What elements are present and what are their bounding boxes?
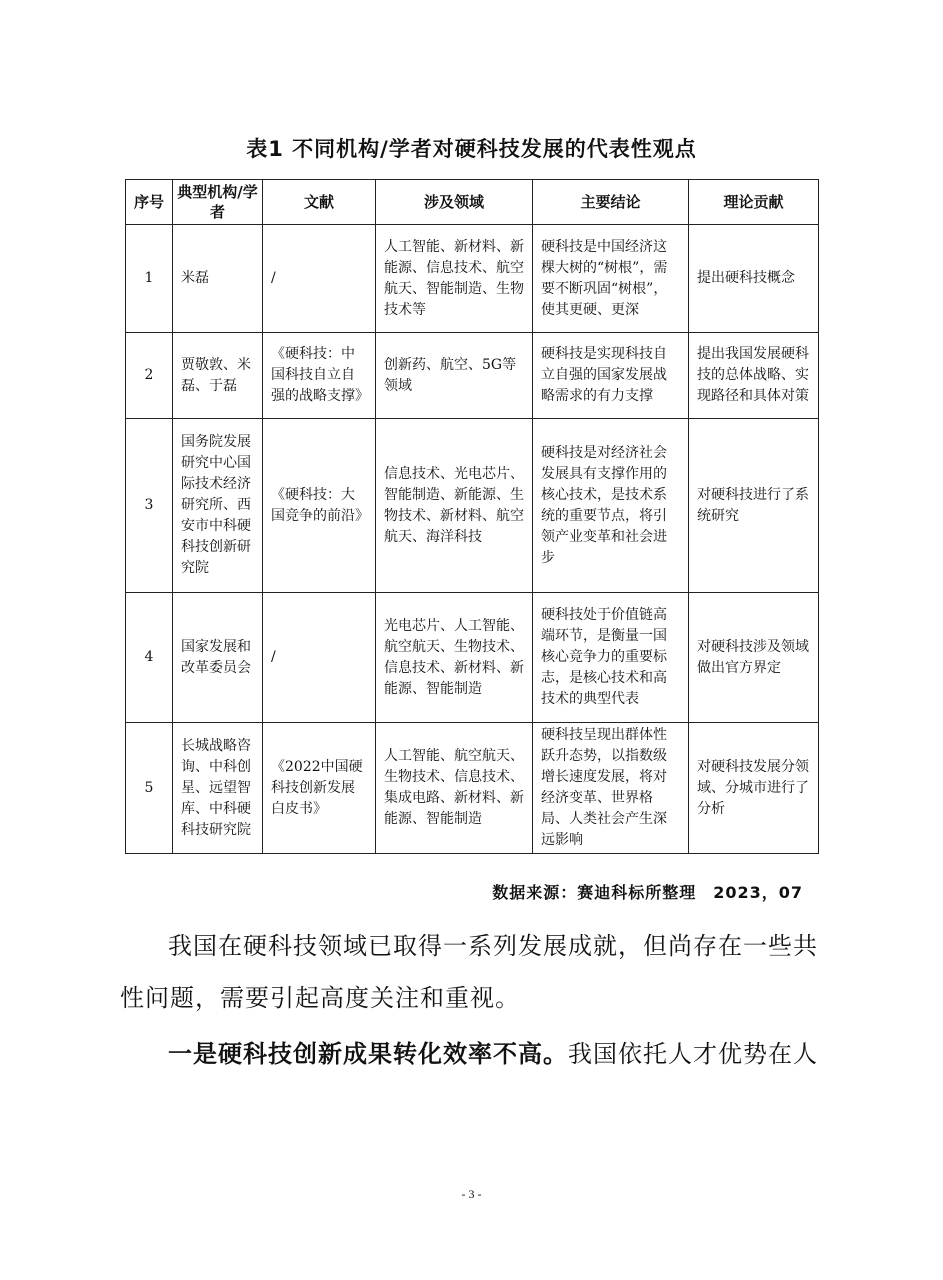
cell-literature: 《硬科技：中国科技自立自强的战略支撑》 (263, 333, 376, 419)
cell-institution: 米磊 (173, 225, 263, 333)
paragraph-lead-sentence: 一是硬科技创新成果转化效率不高。 (168, 1040, 568, 1068)
viewpoints-table (125, 179, 819, 854)
table-header-row (126, 180, 819, 225)
cell-contribution: 对硬科技进行了系统研究 (689, 419, 819, 593)
cell-fields: 人工智能、新材料、新能源、信息技术、航空航天、智能制造、生物技术等 (376, 225, 533, 333)
cell-contribution: 提出我国发展硬科技的总体战略、实现路径和具体对策 (689, 333, 819, 419)
header-literature: 文献 (263, 180, 376, 225)
header-institution: 典型机构/学者 (173, 180, 263, 225)
cell-conclusion: 硬科技是实现科技自立自强的国家发展战略需求的有力支撑 (533, 333, 689, 419)
table-title: 表1 不同机构/学者对硬科技发展的代表性观点 (246, 137, 697, 161)
table-row (126, 723, 819, 854)
cell-no: 3 (126, 419, 173, 593)
paragraph-text: 我国依托人才优势在人 (568, 1040, 818, 1068)
cell-conclusion: 硬科技呈现出群体性跃升态势，以指数级增长速度发展，将对经济变革、世界格局、人类社会产生深远影响 (533, 723, 689, 854)
table-row (126, 333, 819, 419)
cell-no: 1 (126, 225, 173, 333)
table-row (126, 419, 819, 593)
cell-no: 2 (126, 333, 173, 419)
cell-conclusion: 硬科技处于价值链高端环节，是衡量一国核心竞争力的重要标志，是核心技术和高技术的典型代表 (533, 593, 689, 723)
cell-no: 5 (126, 723, 173, 854)
cell-literature: / (263, 593, 376, 723)
cell-conclusion: 硬科技是对经济社会发展具有支撑作用的核心技术，是技术系统的重要节点，将引领产业变革和社会进步 (533, 419, 689, 593)
cell-no: 4 (126, 593, 173, 723)
cell-institution: 国家发展和改革委员会 (173, 593, 263, 723)
cell-contribution: 对硬科技涉及领域做出官方界定 (689, 593, 819, 723)
cell-contribution: 提出硬科技概念 (689, 225, 819, 333)
cell-institution: 长城战略咨询、中科创星、远望智库、中科硬科技研究院 (173, 723, 263, 854)
page-number: - 3 - (461, 1187, 482, 1201)
header-conclusion: 主要结论 (533, 180, 689, 225)
header-no: 序号 (126, 180, 173, 225)
table-row (126, 593, 819, 723)
body-paragraph (120, 1028, 830, 1080)
cell-literature: 《硬科技：大国竞争的前沿》 (263, 419, 376, 593)
cell-fields: 信息技术、光电芯片、智能制造、新能源、生物技术、新材料、航空航天、海洋科技 (376, 419, 533, 593)
cell-fields: 光电芯片、人工智能、航空航天、生物技术、信息技术、新材料、新能源、智能制造 (376, 593, 533, 723)
header-contribution: 理论贡献 (689, 180, 819, 225)
cell-institution: 国务院发展研究中心国际技术经济研究所、西安市中科硬科技创新研究院 (173, 419, 263, 593)
cell-institution: 贾敬敦、米磊、于磊 (173, 333, 263, 419)
header-fields: 涉及领域 (376, 180, 533, 225)
cell-fields: 人工智能、航空航天、生物技术、信息技术、集成电路、新材料、新能源、智能制造 (376, 723, 533, 854)
cell-contribution: 对硬科技发展分领域、分城市进行了分析 (689, 723, 819, 854)
cell-fields: 创新药、航空、5G等领域 (376, 333, 533, 419)
cell-conclusion: 硬科技是中国经济这棵大树的“树根”，需要不断巩固“树根”，使其更硬、更深 (533, 225, 689, 333)
cell-literature: 《2022中国硬科技创新发展白皮书》 (263, 723, 376, 854)
data-source-note: 数据来源：赛迪科标所整理 2023，07 (492, 883, 803, 902)
body-paragraph: 我国在硬科技领域已取得一系列发展成就，但尚存在一些共性问题，需要引起高度关注和重视。 (120, 932, 818, 1012)
table-row (126, 225, 819, 333)
cell-literature: / (263, 225, 376, 333)
